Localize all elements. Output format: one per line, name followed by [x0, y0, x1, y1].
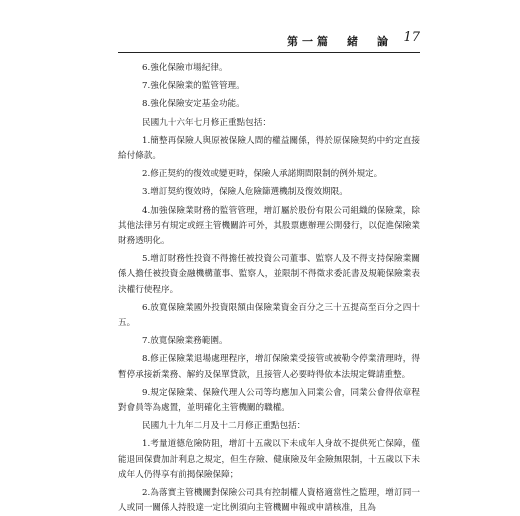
paragraph: 2.為落實主管機關對保險公司具有控制權人資格適當性之監理，增訂同一人或同一關係人持股達一定比例須向主管機關申報或申請核准，且為	[118, 488, 420, 514]
paragraph: 1.考量道德危險防阻，增訂十五歲以下未成年人身故不提供死亡保障，僅能退回保費加計利息之規定，但生存險、健康險及年金險無限制，十五歲以下未成年人仍得享有前揭保險保障；	[118, 439, 420, 480]
paragraph: 8.修正保險業退場處理程序，增訂保險業受接管或被勒令停業清理時，得暫停承接新業務、解約及保單貸款，且接管人必要時得依本法規定聲請重整。	[118, 354, 420, 380]
paragraph: 2.修正契約的復效或變更時，保險人承諾期間限制的例外規定。	[142, 169, 383, 180]
paragraph: 3.增訂契約復效時，保險人危險篩選機制及復效期限。	[142, 187, 348, 198]
page-number: 17	[403, 30, 420, 45]
page-body	[118, 61, 420, 516]
paragraph: 6.強化保險市場紀律。	[142, 63, 228, 73]
paragraph: 7.放寬保險業務範圍。	[142, 336, 228, 347]
paragraph: 民國九十六年七月修正重點包括：	[142, 117, 271, 128]
paragraph: 5.增訂財務性投資不得擔任被投資公司董事、監察人及不得支持保險業關係人擔任被投資金融機構董事、監察人，並限制不得徵求委託書及規範保險業表決權行使程序。	[118, 254, 420, 295]
paragraph: 民國九十九年二月及十二月修正重點包括：	[142, 421, 306, 432]
paragraph: 8.強化保險安定基金功能。	[142, 99, 245, 110]
paragraph: 9.規定保險業、保險代理人公司等均應加入同業公會，同業公會得依章程對會員等為處置，並明確化主管機關的職權。	[118, 387, 420, 414]
running-header	[118, 30, 420, 53]
paragraph: 1.簡整再保險人與原被保險人間的權益關係，得於原保險契約中約定直接給付條款。	[118, 135, 420, 162]
paragraph: 7.強化保險業的監管管理。	[142, 81, 245, 92]
chapter-title: 第一篇 緒 論	[287, 35, 392, 48]
paragraph: 4.加強保險業財務的監管管理，增訂屬於股份有限公司組織的保險業，除其他法律另有規定或經主管機關許可外，其股票應辦理公開發行，以促進保險業財務透明化。	[118, 205, 420, 247]
paragraph: 6.放寬保險業國外投資限額由保險業資金百分之三十五提高至百分之四十五。	[118, 302, 420, 329]
